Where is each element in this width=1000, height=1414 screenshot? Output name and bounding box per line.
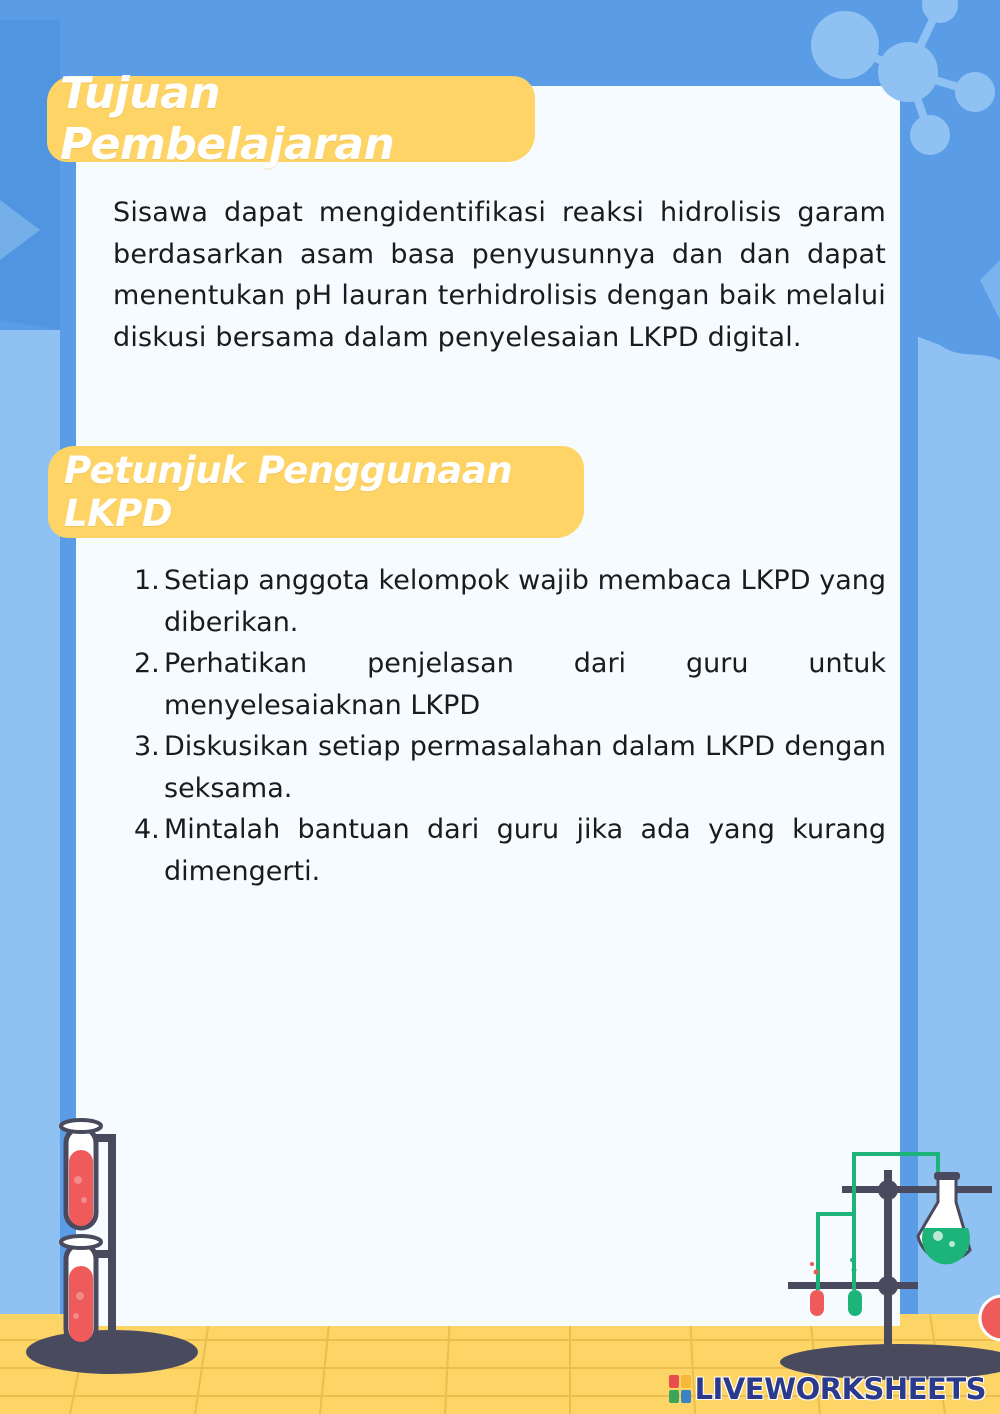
list-item xyxy=(134,726,886,809)
step-number: 1. xyxy=(134,565,160,596)
heading-petunjuk-penggunaan xyxy=(48,446,584,538)
liveworksheets-brand xyxy=(669,1372,986,1406)
heading-tujuan-text: Tujuan Pembelajaran xyxy=(60,68,395,170)
step-number: 3. xyxy=(134,731,160,762)
molecule-icon xyxy=(800,0,1000,170)
test-tube-rack-icon xyxy=(20,1110,210,1390)
step-text: Mintalah bantuan dari guru jika ada yang kurang dimengerti. xyxy=(164,814,886,887)
brand-name: LIVEWORKSHEETS xyxy=(694,1372,986,1406)
instruction-list xyxy=(134,560,886,892)
liveworksheets-logo-icon xyxy=(669,1375,691,1403)
step-number: 4. xyxy=(134,814,160,845)
tujuan-paragraph: Sisawa dapat mengidentifikasi reaksi hidrolisis garam berdasarkan asam basa penyusunnya dan dan dapat menentukan pH lauran terhidrolisis dengan baik melalui diskusi bersama dalam penyelesaian LKPD digital. xyxy=(113,197,886,353)
step-text: Setiap anggota kelompok wajib membaca LKPD yang diberikan. xyxy=(164,565,886,638)
heading-petunjuk-text: Petunjuk Penggunaan LKPD xyxy=(64,449,513,535)
distillation-apparatus-icon xyxy=(770,1140,1000,1385)
list-item xyxy=(134,560,886,643)
heading-tujuan-pembelajaran xyxy=(47,68,535,170)
list-item xyxy=(134,643,886,726)
step-number: 2. xyxy=(134,648,160,679)
list-item xyxy=(134,809,886,892)
step-text: Diskusikan setiap permasalahan dalam LKPD dengan seksama. xyxy=(164,731,886,804)
step-text: Perhatikan penjelasan dari guru untuk menyelesaiaknan LKPD xyxy=(164,648,886,721)
